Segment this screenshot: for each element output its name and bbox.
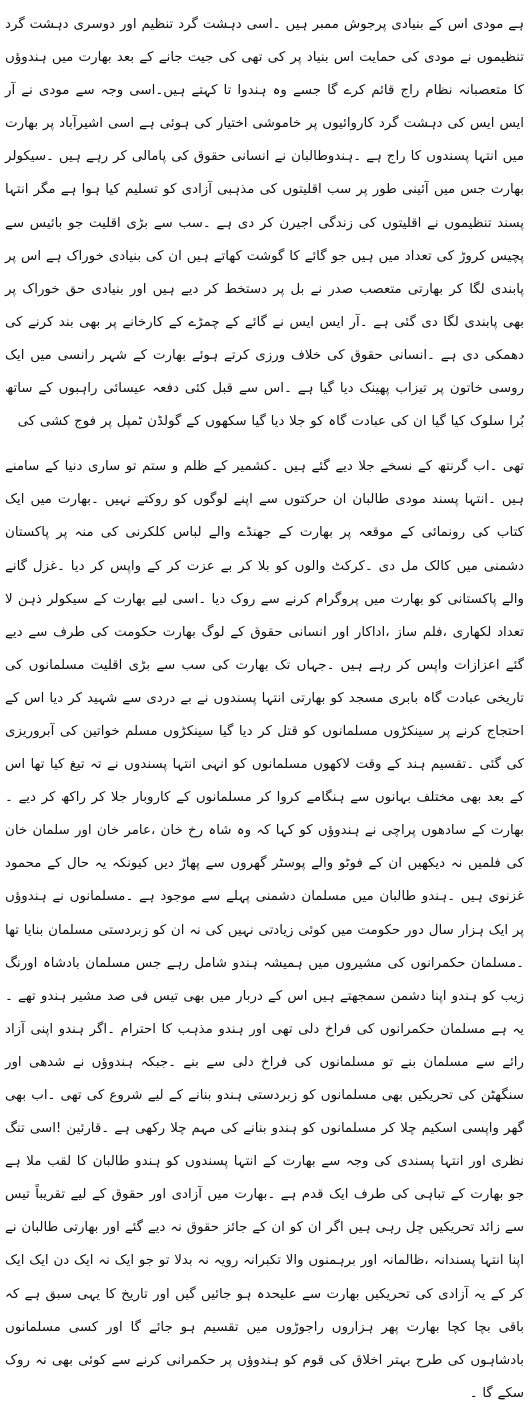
article-body (5, 8, 524, 1410)
article-paragraph-2: تھی ۔اب گرنتھ کے نسخے جلا دیے گئے ہیں ۔کشمیر کے ظلم و ستم تو ساری دنیا کے سامنے ہیں ۔انتہا پسند مودی طالبان ان حرکتوں سے اپنے لوگوں کو روکتے نہیں ۔بھارت میں ایک کتاب کی رونمائی کے موقعہ پر بھارت کے جھنڈے والے لباس کلکرنی کی منہ پر پاکستان دشمنی میں کالک مل دی ۔کرکٹ والوں کو بلا کر بے عزت کر کے واپس کر دیا ۔غزل گانے والے پاکستانی کو بھارت میں پروگرام کرنے سے روک دیا ۔اسی لیے بھارت کے سیکولر ذہن لا تعداد لکھاری ،فلم ساز ،اداکار اور انسانی حقوق کے لوگ بھارت حکومت کی طرف سے دیے گئے اعزازات واپس کر رہے ہیں ۔جہاں تک بھارت کی سب سے بڑی اقلیت مسلمانوں کی تاریخی عبادت گاہ بابری مسجد کو بھارتی انتہا پسندوں نے بے دردی سے شہید کر دیا اس کے احتجاج کرنے پر سینکڑوں مسلمانوں کو قتل کر دیا گیا سینکڑوں مسلم خواتین کی آبروریزی کی گئی ۔تقسیم ہند کے وقت لاکھوں مسلمانوں کو انہی انتہا پسندوں نے تہ تیغ کیا تھا اس کے بعد بھی مختلف بہانوں سے ہنگامے کروا کر مسلمانوں کے کاروبار جلا کر راکھ کر دیے ۔بھارت کے سادھوں پراچی نے ہندوؤں کو کہا کہ وہ شاہ رخ خان ،عامر خان اور سلمان خان کی فلمیں نہ دیکھیں ان کے فوٹو والے پوسٹر گھروں سے پھاڑ دیں کیونکہ یہ حال کے محمود غزنوی ہیں ۔ہندو طالبان میں مسلمان دشمنی پہلے سے موجود ہے ۔مسلمانوں نے ہندوؤں پر ایک ہزار سال دور حکومت میں کوئی زیادتی نہیں کی نہ ان کو زبردستی مسلمان بنایا تھا ۔مسلمان حکمرانوں کی مشیروں میں ہمیشہ ہندو شامل رہے جس مسلمان بادشاہ اورنگ زیب کو ہندو اپنا دشمن سمجھتے ہیں اس کے دربار میں بھی تیس فی صد مشیر ہندو تھے ۔یہ ہے مسلمان حکمرانوں کی فراخ دلی تھی اور ہندو مذہب کا احترام ۔اگر ہندو اپنی آزاد رائے سے مسلمان بنے تو مسلمانوں کی فراخ دلی سے بنے ۔جبکہ ہندوؤں نے شدھی اور سنگھٹن کی تحریکیں بھی مسلمانوں کو زبردستی ہندو بنانے کے لیے شروع کی تھی ۔اب بھی گھر واپسی اسکیم چلا کر مسلمانوں کو ہندو بنانے کی مہم چلا رکھی ہے ۔قارئین !اسی تنگ نظری اور انتہا پسندی کی وجہ سے بھارت کے انتہا پسندوں کو ہندو طالبان کا لقب ملا ہے جو بھارت کے تباہی کی طرف ایک قدم ہے ۔بھارت میں آزادی اور حقوق کے لیے تقریباً تیس سے زائد تحریکیں چل رہی ہیں اگر ان کو ان کے جائز حقوق نہ دیے گئے اور بھارتی طالبان نے اپنا انتہا پسندانہ ،ظالمانہ اور برہمنوں والا تکبرانہ رویہ نہ بدلا تو جو ایک نہ ایک دن ایک ایک کر کے یہ آزادی کی تحریکیں بھارت سے علیحدہ ہو جائیں گیں اور تاریخ کا یہی سبق ہے کہ باقی بچا کچا بھارت پھر ہزاروں راجوڑوں میں تقسیم ہو جائے گا اور کسی مسلمانوں بادشاہوں کی طرح بہتر اخلاق کی قوم کو ہندوؤں پر حکمرانی کرنے سے کوئی بھی نہ روک سکے گا ۔ (5, 459, 524, 1401)
article-paragraph-1: ہے مودی اس کے بنیادی پرجوش ممبر ہیں ۔اسی دہشت گرد تنظیم اور دوسری دہشت گرد تنظیموں نے مودی کی حمایت اس بنیاد پر کی تھی کی جیت جانے کے بعد بھارت میں ہندوؤں کا متعصبانہ نظام راج قائم کرے گا جسے وہ ہندوا تا کہتے ہیں۔اسی وجہ سے مودی نے آر ایس ایس کی دہشت گرد کاروائیوں پر خاموشی اختیار کی ہوئی ہے اسی اشیرآباد پر بھارت میں انتہا پسندوں کا راج ہے ۔ہندوطالبان نے انسانی حقوق کی پامالی کر رہے ہیں ۔سیکولر بھارت جس میں آئینی طور پر سب اقلیتوں کی مذہبی آزادی کو تسلیم کیا ہوا ہے مگر انتہا پسند تنظیموں نے اقلیتوں کی زندگی اجیرن کر دی ہے ۔سب سے بڑی اقلیت جو بائیس سے پچیس کروڑ کی تعداد میں ہیں جو گائے کا گوشت کھاتے ہیں ان کی بنیادی خوراک ہے اس پر پابندی لگا کر بھارتی متعصب صدر نے بل پر دستخط کر دیے ہیں اور بنیادی حق خوراک پر بھی پابندی لگا دی گئی ہے ۔آر ایس ایس نے گائے کے چمڑے کے کارخانے پر بھی بند کرنے کی دھمکی دی ہے ۔انسانی حقوق کی خلاف ورزی کرتے ہوئے بھارت کے شہر رانسی میں ایک روسی خاتون پر تیزاب پھینک دیا گیا ہے ۔اس سے قبل کئی دفعہ عیسائی راہبوں کے ساتھ بُرا سلوک کیا گیا ان کی عبادت گاہ کو جلا دیا گیا سکھوں کے گولڈن ٹمپل پر فوج کشی کی (5, 17, 524, 430)
